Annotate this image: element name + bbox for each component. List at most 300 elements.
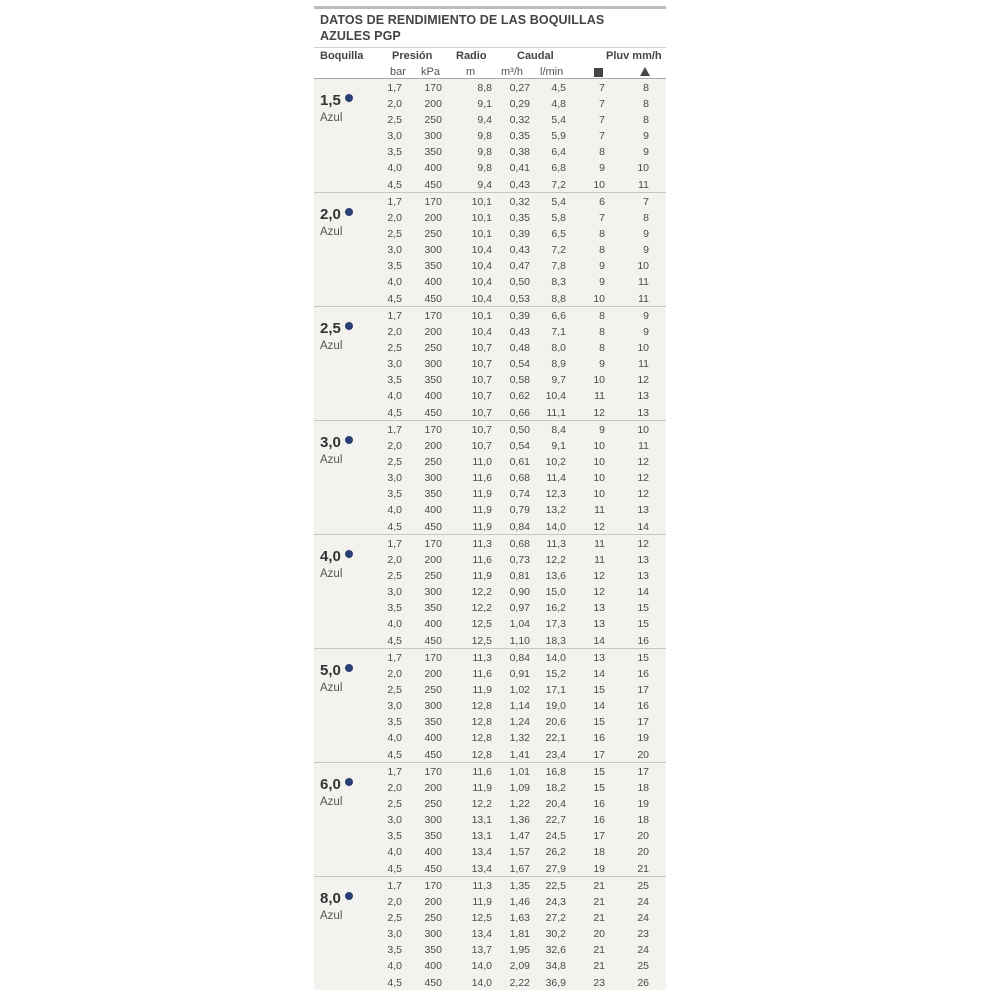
- cell-flow-m3h: 0,41: [509, 162, 530, 175]
- cell-radius-m: 10,7: [471, 342, 492, 355]
- nozzle-group: [314, 78, 666, 192]
- cell-flow-m3h: 0,27: [509, 82, 530, 94]
- cell-flow-lmin: 8,9: [551, 358, 566, 371]
- cell-pressure-bar: 2,0: [387, 896, 402, 909]
- cell-precip-square: 11: [594, 390, 605, 403]
- cell-precip-square: 12: [593, 406, 605, 419]
- cell-precip-triangle: 26: [637, 976, 649, 989]
- table-row: [314, 243, 666, 259]
- cell-precip-triangle: 15: [637, 652, 649, 664]
- cell-precip-triangle: 10: [637, 424, 649, 436]
- cell-flow-lmin: 6,6: [551, 310, 566, 322]
- cell-precip-triangle: 13: [637, 570, 649, 583]
- cell-flow-m3h: 0,54: [509, 358, 530, 371]
- cell-pressure-bar: 3,5: [387, 830, 402, 843]
- cell-precip-square: 16: [593, 814, 605, 827]
- cell-precip-triangle: 15: [637, 618, 649, 631]
- cell-pressure-bar: 2,5: [387, 798, 402, 811]
- cell-precip-triangle: 11: [638, 440, 649, 453]
- cell-pressure-bar: 4,0: [387, 618, 402, 631]
- cell-flow-lmin: 14,0: [545, 652, 566, 664]
- table-row: [314, 145, 666, 161]
- cell-precip-triangle: 11: [638, 358, 649, 371]
- cell-pressure-kpa: 300: [424, 472, 442, 485]
- nozzle-group: [314, 876, 666, 990]
- cell-precip-square: 20: [593, 928, 605, 941]
- cell-pressure-bar: 3,0: [387, 814, 402, 827]
- cell-precip-square: 9: [599, 276, 605, 289]
- cell-flow-lmin: 26,2: [545, 846, 566, 859]
- cell-pressure-kpa: 200: [424, 98, 442, 111]
- cell-precip-square: 6: [599, 196, 605, 208]
- cell-pressure-kpa: 350: [424, 944, 442, 957]
- nozzle-color-label: Azul: [320, 568, 343, 580]
- header-presion: Presión: [392, 50, 433, 62]
- cell-precip-square: 13: [593, 618, 605, 631]
- cell-flow-m3h: 0,68: [509, 538, 530, 550]
- cell-pressure-kpa: 450: [424, 406, 442, 419]
- cell-flow-m3h: 1,35: [509, 880, 530, 892]
- cell-flow-lmin: 19,0: [545, 700, 566, 713]
- nozzle-rows: [314, 81, 666, 194]
- cell-precip-square: 10: [593, 178, 605, 191]
- cell-pressure-kpa: 450: [424, 976, 442, 989]
- cell-precip-triangle: 24: [637, 912, 649, 925]
- cell-pressure-bar: 4,5: [387, 748, 402, 761]
- cell-flow-lmin: 5,4: [551, 114, 566, 127]
- cell-flow-m3h: 0,47: [509, 260, 530, 273]
- cell-precip-triangle: 17: [637, 716, 649, 729]
- cell-pressure-bar: 3,0: [387, 244, 402, 257]
- cell-pressure-kpa: 200: [424, 212, 442, 225]
- cell-flow-m3h: 1,32: [509, 732, 530, 745]
- cell-radius-m: 11,9: [472, 684, 492, 697]
- cell-flow-m3h: 0,43: [509, 244, 530, 257]
- cell-pressure-kpa: 350: [424, 374, 442, 387]
- triangle-spacing-icon: [640, 67, 650, 76]
- nozzle-color-label: Azul: [320, 454, 343, 466]
- cell-precip-triangle: 24: [637, 896, 649, 909]
- nozzle-group: [314, 420, 666, 534]
- cell-radius-m: 10,4: [471, 276, 492, 289]
- cell-precip-triangle: 9: [643, 310, 649, 322]
- table-row: [314, 503, 666, 519]
- cell-pressure-bar: 2,0: [387, 554, 402, 567]
- cell-flow-lmin: 22,5: [545, 880, 566, 892]
- cell-precip-square: 21: [593, 944, 605, 957]
- table-row: [314, 927, 666, 943]
- cell-flow-m3h: 0,79: [509, 504, 530, 517]
- cell-flow-lmin: 24,5: [545, 830, 566, 843]
- cell-flow-m3h: 0,50: [509, 276, 530, 289]
- cell-precip-triangle: 17: [637, 684, 649, 697]
- cell-flow-lmin: 8,3: [551, 276, 566, 289]
- cell-flow-lmin: 24,3: [545, 896, 566, 909]
- cell-pressure-bar: 3,0: [387, 586, 402, 599]
- cell-pressure-bar: 1,7: [387, 880, 402, 892]
- nozzle-size: 5,0: [320, 662, 341, 679]
- cell-radius-m: 14,0: [471, 960, 492, 973]
- cell-flow-m3h: 0,97: [509, 602, 530, 615]
- cell-pressure-kpa: 400: [424, 162, 442, 175]
- table-row: [314, 423, 666, 439]
- cell-pressure-kpa: 200: [424, 668, 442, 681]
- nozzle-groups: [314, 78, 666, 990]
- cell-pressure-kpa: 250: [424, 342, 442, 355]
- unit-header-row: [314, 64, 666, 78]
- cell-precip-square: 23: [593, 976, 605, 989]
- cell-flow-lmin: 22,1: [545, 732, 566, 745]
- cell-flow-lmin: 6,4: [551, 146, 566, 159]
- cell-pressure-bar: 2,0: [387, 98, 402, 111]
- cell-flow-m3h: 1,22: [509, 798, 530, 811]
- cell-flow-m3h: 1,81: [509, 928, 530, 941]
- nozzle-performance-sheet: [314, 6, 666, 990]
- cell-flow-m3h: 1,67: [509, 862, 530, 875]
- cell-precip-square: 21: [593, 880, 605, 892]
- table-row: [314, 813, 666, 829]
- table-row: [314, 487, 666, 503]
- cell-precip-triangle: 8: [643, 114, 649, 127]
- cell-precip-square: 9: [599, 260, 605, 273]
- cell-radius-m: 10,1: [471, 310, 492, 322]
- cell-precip-triangle: 16: [637, 700, 649, 713]
- cell-pressure-kpa: 350: [424, 716, 442, 729]
- cell-precip-square: 9: [599, 424, 605, 436]
- cell-precip-square: 12: [593, 570, 605, 583]
- table-row: [314, 699, 666, 715]
- cell-precip-triangle: 9: [643, 244, 649, 257]
- cell-precip-square: 14: [593, 700, 605, 713]
- cell-pressure-bar: 3,5: [387, 602, 402, 615]
- cell-flow-lmin: 23,4: [545, 748, 566, 761]
- cell-pressure-kpa: 400: [424, 276, 442, 289]
- cell-flow-lmin: 13,2: [545, 504, 566, 517]
- cell-precip-square: 16: [593, 798, 605, 811]
- cell-pressure-bar: 3,5: [387, 716, 402, 729]
- cell-radius-m: 10,7: [471, 424, 492, 436]
- cell-pressure-bar: 2,5: [387, 228, 402, 241]
- cell-precip-square: 8: [599, 342, 605, 355]
- nozzle-color-label: Azul: [320, 910, 343, 922]
- table-row: [314, 325, 666, 341]
- table-row: [314, 797, 666, 813]
- table-row: [314, 161, 666, 177]
- table-row: [314, 97, 666, 113]
- title-line-1: DATOS DE RENDIMIENTO DE LAS BOQUILLAS: [320, 13, 605, 27]
- cell-radius-m: 11,6: [472, 554, 492, 567]
- cell-pressure-kpa: 300: [424, 358, 442, 371]
- cell-pressure-bar: 3,5: [387, 146, 402, 159]
- cell-precip-square: 7: [599, 114, 605, 127]
- cell-radius-m: 11,6: [472, 668, 492, 681]
- table-row: [314, 667, 666, 683]
- cell-precip-triangle: 12: [637, 374, 649, 387]
- cell-pressure-kpa: 350: [424, 146, 442, 159]
- table-row: [314, 227, 666, 243]
- cell-radius-m: 12,2: [471, 798, 492, 811]
- cell-precip-square: 11: [594, 504, 605, 517]
- cell-pressure-bar: 2,0: [387, 782, 402, 795]
- nozzle-group: [314, 762, 666, 876]
- cell-flow-m3h: 1,36: [509, 814, 530, 827]
- cell-pressure-bar: 2,5: [387, 456, 402, 469]
- cell-radius-m: 10,4: [471, 292, 492, 305]
- cell-precip-square: 14: [593, 634, 605, 647]
- cell-pressure-bar: 1,7: [387, 82, 402, 94]
- cell-pressure-kpa: 400: [424, 960, 442, 973]
- cell-radius-m: 12,5: [471, 618, 492, 631]
- cell-precip-triangle: 20: [637, 748, 649, 761]
- cell-flow-m3h: 0,32: [509, 114, 530, 127]
- cell-pressure-bar: 1,7: [387, 196, 402, 208]
- cell-precip-triangle: 13: [637, 554, 649, 567]
- cell-pressure-bar: 3,5: [387, 944, 402, 957]
- cell-pressure-bar: 4,0: [387, 732, 402, 745]
- cell-radius-m: 13,4: [471, 862, 492, 875]
- cell-pressure-bar: 1,7: [387, 538, 402, 550]
- cell-flow-lmin: 11,4: [546, 472, 566, 485]
- header-boquilla: Boquilla: [320, 50, 364, 62]
- cell-flow-m3h: 1,47: [509, 830, 530, 843]
- cell-flow-lmin: 20,6: [545, 716, 566, 729]
- cell-flow-lmin: 8,4: [551, 424, 566, 436]
- table-row: [314, 585, 666, 601]
- cell-pressure-bar: 3,0: [387, 700, 402, 713]
- nozzle-size: 8,0: [320, 890, 341, 907]
- cell-precip-square: 7: [599, 212, 605, 225]
- cell-precip-square: 17: [593, 748, 605, 761]
- cell-radius-m: 11,9: [472, 896, 492, 909]
- cell-precip-triangle: 10: [637, 162, 649, 175]
- cell-radius-m: 13,1: [471, 814, 492, 827]
- cell-flow-lmin: 30,2: [545, 928, 566, 941]
- unit-m3h: m³/h: [501, 66, 523, 78]
- cell-precip-square: 8: [599, 146, 605, 159]
- cell-pressure-bar: 2,5: [387, 684, 402, 697]
- cell-pressure-kpa: 200: [424, 440, 442, 453]
- cell-pressure-kpa: 250: [424, 228, 442, 241]
- cell-pressure-bar: 2,0: [387, 440, 402, 453]
- cell-radius-m: 12,8: [471, 700, 492, 713]
- cell-pressure-bar: 4,0: [387, 162, 402, 175]
- cell-pressure-kpa: 170: [424, 196, 442, 208]
- nozzle-color-label: Azul: [320, 112, 343, 124]
- cell-flow-m3h: 0,66: [509, 406, 530, 419]
- cell-precip-square: 9: [599, 162, 605, 175]
- title-line-2: AZULES PGP: [320, 29, 401, 43]
- nozzle-group: [314, 306, 666, 420]
- table-row: [314, 845, 666, 861]
- table-row: [314, 959, 666, 975]
- cell-precip-square: 7: [599, 98, 605, 111]
- cell-pressure-bar: 2,5: [387, 570, 402, 583]
- nozzle-group: [314, 192, 666, 306]
- cell-pressure-bar: 4,5: [387, 178, 402, 191]
- table-row: [314, 439, 666, 455]
- cell-radius-m: 12,2: [471, 602, 492, 615]
- cell-precip-square: 10: [593, 292, 605, 305]
- cell-precip-square: 11: [594, 538, 605, 550]
- unit-m: m: [466, 66, 476, 78]
- cell-precip-square: 13: [593, 652, 605, 664]
- nozzle-rows: [314, 651, 666, 764]
- cell-radius-m: 12,8: [471, 732, 492, 745]
- cell-precip-square: 11: [594, 554, 605, 567]
- cell-flow-m3h: 0,50: [509, 424, 530, 436]
- cell-flow-lmin: 9,7: [551, 374, 566, 387]
- cell-precip-triangle: 14: [637, 586, 649, 599]
- cell-pressure-bar: 3,5: [387, 374, 402, 387]
- cell-flow-lmin: 27,2: [545, 912, 566, 925]
- cell-pressure-kpa: 170: [424, 766, 442, 778]
- cell-flow-lmin: 5,9: [551, 130, 566, 143]
- cell-precip-triangle: 12: [637, 488, 649, 501]
- cell-pressure-kpa: 400: [424, 504, 442, 517]
- cell-radius-m: 12,8: [471, 716, 492, 729]
- cell-pressure-kpa: 350: [424, 602, 442, 615]
- cell-flow-m3h: 1,46: [509, 896, 530, 909]
- cell-flow-lmin: 18,2: [545, 782, 566, 795]
- cell-pressure-bar: 2,0: [387, 326, 402, 339]
- table-row: [314, 341, 666, 357]
- table-row: [314, 715, 666, 731]
- cell-flow-lmin: 6,5: [551, 228, 566, 241]
- cell-pressure-kpa: 170: [424, 538, 442, 550]
- cell-pressure-bar: 4,5: [387, 634, 402, 647]
- table-row: [314, 373, 666, 389]
- cell-flow-lmin: 4,5: [551, 82, 566, 94]
- cell-pressure-bar: 4,5: [387, 292, 402, 305]
- cell-precip-triangle: 11: [638, 178, 649, 191]
- cell-pressure-bar: 1,7: [387, 310, 402, 322]
- nozzle-color-label: Azul: [320, 226, 343, 238]
- cell-precip-triangle: 18: [637, 782, 649, 795]
- cell-radius-m: 11,0: [472, 456, 492, 469]
- cell-flow-m3h: 0,84: [509, 652, 530, 664]
- cell-radius-m: 12,2: [471, 586, 492, 599]
- cell-pressure-kpa: 450: [424, 292, 442, 305]
- cell-precip-triangle: 23: [637, 928, 649, 941]
- table-row: [314, 455, 666, 471]
- cell-precip-triangle: 9: [643, 326, 649, 339]
- table-row: [314, 113, 666, 129]
- cell-pressure-kpa: 200: [424, 896, 442, 909]
- cell-precip-triangle: 16: [637, 634, 649, 647]
- cell-radius-m: 9,1: [477, 98, 492, 111]
- cell-radius-m: 10,1: [471, 196, 492, 208]
- cell-flow-m3h: 0,53: [509, 292, 530, 305]
- cell-pressure-kpa: 250: [424, 684, 442, 697]
- cell-pressure-kpa: 400: [424, 618, 442, 631]
- cell-radius-m: 11,6: [472, 766, 492, 778]
- cell-radius-m: 13,4: [471, 846, 492, 859]
- cell-flow-lmin: 14,0: [545, 520, 566, 533]
- nozzle-color-label: Azul: [320, 796, 343, 808]
- cell-precip-triangle: 10: [637, 342, 649, 355]
- cell-radius-m: 13,4: [471, 928, 492, 941]
- nozzle-rows: [314, 195, 666, 308]
- cell-precip-square: 7: [599, 130, 605, 143]
- cell-flow-m3h: 1,57: [509, 846, 530, 859]
- cell-pressure-kpa: 170: [424, 880, 442, 892]
- cell-pressure-kpa: 400: [424, 846, 442, 859]
- cell-precip-square: 12: [593, 586, 605, 599]
- cell-pressure-kpa: 200: [424, 782, 442, 795]
- cell-flow-m3h: 1,24: [509, 716, 530, 729]
- cell-flow-m3h: 1,41: [509, 748, 530, 761]
- cell-precip-triangle: 16: [637, 668, 649, 681]
- cell-radius-m: 10,7: [471, 374, 492, 387]
- cell-pressure-bar: 2,5: [387, 912, 402, 925]
- cell-pressure-bar: 3,0: [387, 472, 402, 485]
- cell-pressure-kpa: 350: [424, 260, 442, 273]
- cell-pressure-bar: 1,7: [387, 766, 402, 778]
- cell-radius-m: 11,9: [472, 520, 492, 533]
- cell-radius-m: 11,9: [472, 782, 492, 795]
- nozzle-group: [314, 648, 666, 762]
- table-row: [314, 357, 666, 373]
- cell-radius-m: 11,9: [472, 570, 492, 583]
- cell-radius-m: 9,8: [477, 130, 492, 143]
- table-row: [314, 617, 666, 633]
- cell-radius-m: 11,3: [472, 880, 492, 892]
- table-row: [314, 651, 666, 667]
- cell-precip-triangle: 10: [637, 260, 649, 273]
- cell-radius-m: 10,7: [471, 406, 492, 419]
- cell-flow-lmin: 17,1: [545, 684, 566, 697]
- cell-precip-square: 15: [593, 766, 605, 778]
- cell-flow-lmin: 5,4: [551, 196, 566, 208]
- square-spacing-icon: [594, 68, 603, 77]
- cell-flow-m3h: 1,95: [509, 944, 530, 957]
- cell-flow-lmin: 13,6: [545, 570, 566, 583]
- cell-flow-lmin: 10,2: [545, 456, 566, 469]
- cell-flow-lmin: 32,6: [545, 944, 566, 957]
- cell-radius-m: 13,7: [471, 944, 492, 957]
- cell-pressure-bar: 3,0: [387, 130, 402, 143]
- cell-flow-lmin: 7,8: [551, 260, 566, 273]
- cell-flow-m3h: 0,38: [509, 146, 530, 159]
- cell-pressure-kpa: 350: [424, 488, 442, 501]
- cell-flow-m3h: 0,81: [509, 570, 530, 583]
- cell-radius-m: 10,7: [471, 390, 492, 403]
- cell-flow-m3h: 0,91: [509, 668, 530, 681]
- cell-flow-m3h: 0,35: [509, 212, 530, 225]
- cell-precip-triangle: 7: [643, 196, 649, 208]
- column-header-row: [314, 48, 666, 64]
- cell-flow-lmin: 10,4: [545, 390, 566, 403]
- cell-pressure-kpa: 300: [424, 814, 442, 827]
- cell-precip-triangle: 9: [643, 228, 649, 241]
- cell-pressure-bar: 3,5: [387, 260, 402, 273]
- table-row: [314, 683, 666, 699]
- cell-radius-m: 10,4: [471, 260, 492, 273]
- cell-flow-lmin: 36,9: [545, 976, 566, 989]
- cell-pressure-bar: 3,5: [387, 488, 402, 501]
- cell-precip-square: 15: [593, 684, 605, 697]
- nozzle-color-label: Azul: [320, 340, 343, 352]
- cell-pressure-bar: 1,7: [387, 652, 402, 664]
- cell-pressure-kpa: 450: [424, 748, 442, 761]
- cell-flow-lmin: 34,8: [545, 960, 566, 973]
- cell-flow-lmin: 12,3: [545, 488, 566, 501]
- cell-pressure-kpa: 250: [424, 570, 442, 583]
- cell-precip-square: 10: [593, 440, 605, 453]
- cell-pressure-kpa: 300: [424, 700, 442, 713]
- table-row: [314, 211, 666, 227]
- cell-precip-square: 10: [593, 472, 605, 485]
